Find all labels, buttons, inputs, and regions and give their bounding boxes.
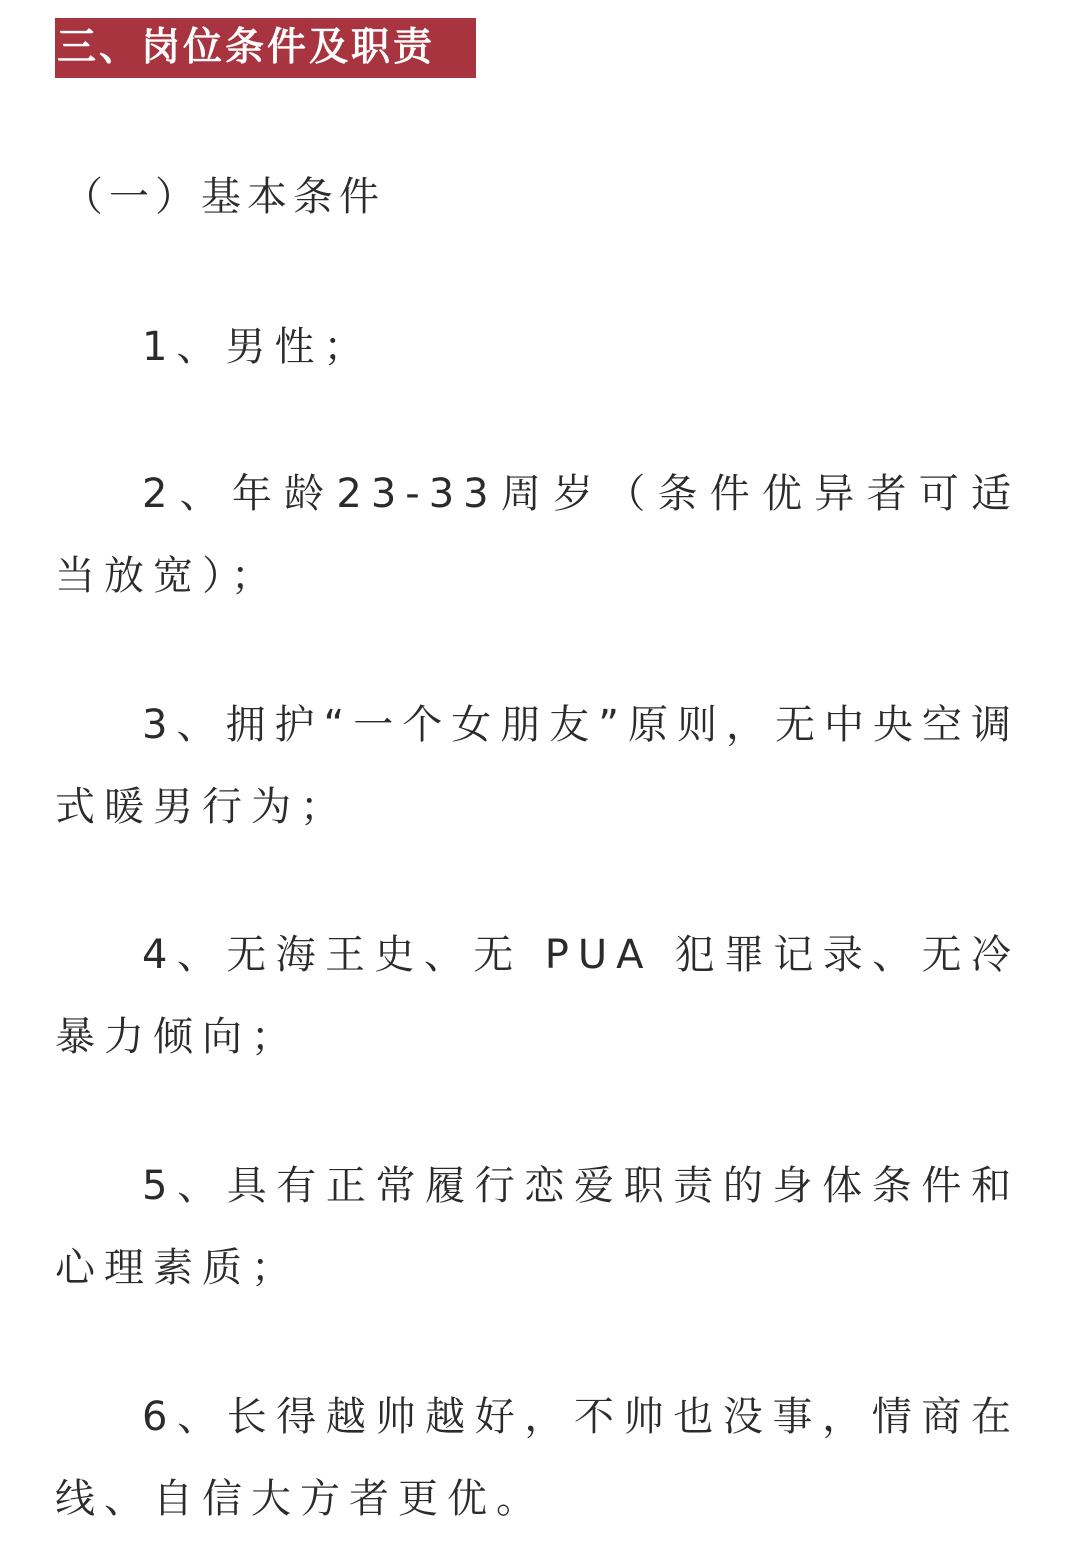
subsection-heading: （一）基本条件 (63, 174, 385, 220)
section-title: 三、岗位条件及职责 (55, 18, 476, 78)
list-item: 3、拥护“一个女朋友”原则，无中央空调式暖男行为； (55, 702, 1020, 830)
list-item: 2、年龄23-33周岁（条件优异者可适当放宽）； (55, 471, 1020, 599)
list-item: 4、无海王史、无 PUA 犯罪记录、无冷暴力倾向； (55, 932, 1020, 1060)
list-item: 6、长得越帅越好，不帅也没事，情商在线、自信大方者更优。 (55, 1394, 1020, 1522)
list-item: 5、具有正常履行恋爱职责的身体条件和心理素质； (55, 1163, 1020, 1291)
list-item: 1、男性； (142, 324, 373, 370)
